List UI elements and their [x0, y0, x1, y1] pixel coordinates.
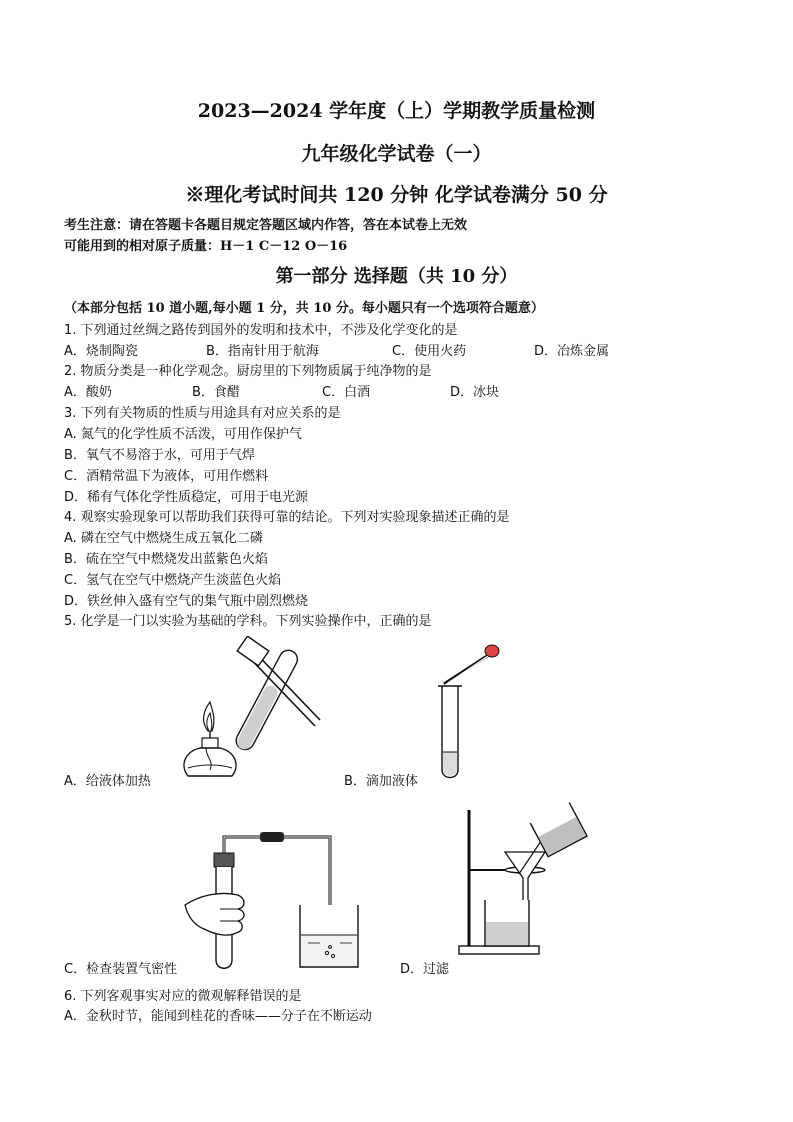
q2-option-a: A．酸奶 — [64, 385, 112, 400]
q1-option-a: A．烧制陶瓷 — [64, 344, 138, 359]
q2-option-d: D．冰块 — [450, 385, 500, 400]
section-instruction: （本部分包括 10 道小题,每小题 1 分，共 10 分。每小题只有一个选项符合题意） — [64, 301, 544, 316]
question-5-stem: 5. 化学是一门以实验为基础的学科。下列实验操作中，正确的是 — [64, 614, 432, 629]
q4-option-b: B．硫在空气中燃烧发出蓝紫色火焰 — [64, 552, 268, 567]
figure-heating-liquid — [180, 636, 330, 786]
q5-option-b: B．滴加液体 — [344, 774, 418, 789]
figure-airtightness-check — [180, 825, 370, 975]
figure-filtration — [455, 800, 590, 958]
q1-option-c: C．使用火药 — [392, 344, 467, 359]
q3-option-b: B．氧气不易溶于水，可用于气焊 — [64, 448, 255, 463]
question-6-stem: 6. 下列客观事实对应的微观解释错误的是 — [64, 989, 302, 1004]
question-3-stem: 3. 下列有关物质的性质与用途具有对应关系的是 — [64, 406, 341, 421]
q1-option-d: D．冶炼金属 — [534, 344, 610, 359]
exam-subtitle: 九年级化学试卷（一） — [301, 143, 492, 165]
section-title: 第一部分 选择题（共 10 分） — [275, 266, 518, 287]
q4-option-a: A. 磷在空气中燃烧生成五氧化二磷 — [64, 531, 263, 546]
q5-option-c: C．检查装置气密性 — [64, 962, 178, 977]
question-1-stem: 1. 下列通过丝绸之路传到国外的发明和技术中，不涉及化学变化的是 — [64, 323, 458, 338]
exam-info: ※理化考试时间共 120 分钟 化学试卷满分 50 分 — [185, 184, 608, 206]
figure-dropping-liquid — [430, 640, 510, 785]
q6-option-a: A．金秋时节，能闻到桂花的香味——分子在不断运动 — [64, 1009, 372, 1024]
exam-title: 2023—2024 学年度（上）学期教学质量检测 — [197, 100, 596, 122]
question-4-stem: 4. 观察实验现象可以帮助我们获得可靠的结论。下列对实验现象描述正确的是 — [64, 510, 510, 525]
q4-option-d: D．铁丝伸入盛有空气的集气瓶中剧烈燃烧 — [64, 594, 309, 609]
q5-option-d: D．过滤 — [400, 962, 450, 977]
q3-option-c: C．酒精常温下为液体，可用作燃料 — [64, 469, 269, 484]
candidate-notice: 考生注意：请在答题卡各题目规定答题区域内作答，答在本试卷上无效 — [64, 218, 468, 233]
question-2-stem: 2. 物质分类是一种化学观念。厨房里的下列物质属于纯净物的是 — [64, 364, 432, 379]
atomic-mass-line: 可能用到的相对原子质量：H－1 C－12 O－16 — [64, 239, 348, 254]
q3-option-a: A. 氮气的化学性质不活泼，可用作保护气 — [64, 427, 302, 442]
q2-option-c: C．白酒 — [322, 385, 371, 400]
q1-option-b: B．指南针用于航海 — [206, 344, 319, 359]
q2-option-b: B．食醋 — [192, 385, 240, 400]
q4-option-c: C．氢气在空气中燃烧产生淡蓝色火焰 — [64, 573, 282, 588]
q5-option-a: A．给液体加热 — [64, 774, 151, 789]
q3-option-d: D．稀有气体化学性质稳定，可用于电光源 — [64, 490, 309, 505]
